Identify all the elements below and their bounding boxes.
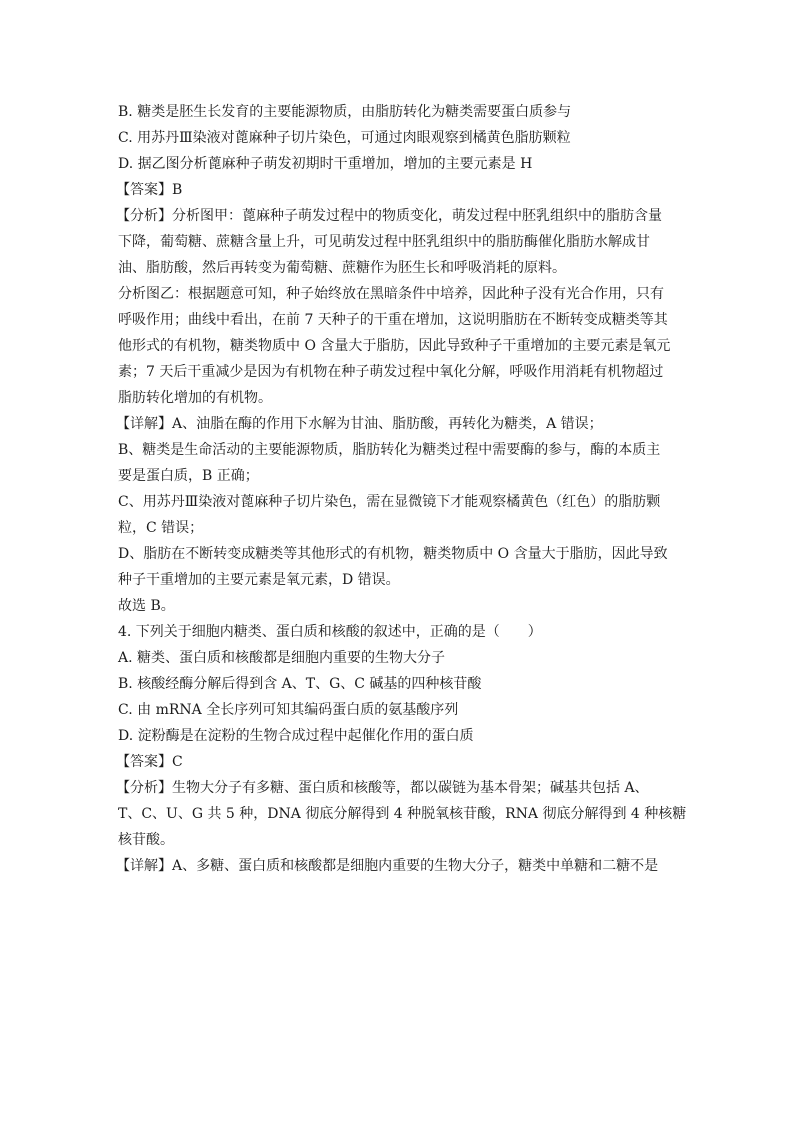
question-4-option-b: B. 核酸经酶分解后得到含 A、T、G、C 碱基的四种核苷酸 (118, 676, 482, 692)
analysis-line: 脂肪转化增加的有机物。 (118, 390, 272, 406)
detail-line: D、脂肪在不断转变成糖类等其他形式的有机物，糖类物质中 O 含量大于脂肪，因此导致 (118, 546, 668, 562)
question-4-stem: 4. 下列关于细胞内糖类、蛋白质和核酸的叙述中，正确的是（ ） (118, 624, 542, 640)
detail-line: B、糖类是生命活动的主要能源物质，脂肪转化为糖类过程中需要酶的参与，酶的本质主 (118, 442, 661, 458)
option-c-text: C. 用苏丹Ⅲ染液对蓖麻种子切片染色，可通过肉眼观察到橘黄色脂肪颗粒 (118, 130, 571, 146)
document-body (116, 99, 687, 879)
analysis-line: 油、脂肪酸，然后再转变为葡萄糖、蔗糖作为胚生长和呼吸消耗的原料。 (118, 260, 566, 276)
answer-label: 【答案】B (116, 182, 183, 198)
option-d-text: D. 据乙图分析蓖麻种子萌发初期时干重增加，增加的主要元素是 H (118, 156, 533, 172)
question-4-option-d: D. 淀粉酶是在淀粉的生物合成过程中起催化作用的蛋白质 (118, 728, 474, 744)
detail-line: 种子干重增加的主要元素是氧元素，D 错误。 (118, 572, 400, 588)
answer-label: 【答案】C (116, 754, 183, 770)
analysis-line: 【分析】分析图甲：蓖麻种子萌发过程中的物质变化，萌发过程中胚乳组织中的脂肪含量 (116, 208, 662, 224)
analysis-line: 下降，葡萄糖、蔗糖含量上升，可见萌发过程中胚乳组织中的脂肪酶催化脂肪水解成甘 (118, 234, 650, 250)
analysis-line: 核苷酸。 (118, 832, 174, 848)
question-4-option-a: A. 糖类、蛋白质和核酸都是细胞内重要的生物大分子 (118, 650, 446, 666)
analysis-line: 分析图乙：根据题意可知，种子始终放在黑暗条件中培养，因此种子没有光合作用，只有 (118, 286, 664, 302)
detail-line: 【详解】A、油脂在酶的作用下水解为甘油、脂肪酸，再转化为糖类，A 错误； (116, 416, 603, 432)
analysis-line: 【分析】生物大分子有多糖、蛋白质和核酸等，都以碳链为基本骨架；碱基共包括 A、 (116, 780, 649, 796)
conclusion-line: 故选 B。 (118, 598, 175, 614)
analysis-line: T、C、U、G 共 5 种，DNA 彻底分解得到 4 种脱氧核苷酸，RNA 彻底分解得到 4 种核糖 (118, 806, 687, 822)
detail-line: 【详解】A、多糖、蛋白质和核酸都是细胞内重要的生物大分子，糖类中单糖和二糖不是 (116, 858, 659, 874)
detail-line: C、用苏丹Ⅲ染液对蓖麻种子切片染色，需在显微镜下才能观察橘黄色（红色）的脂肪颗 (118, 494, 661, 510)
detail-line: 要是蛋白质，B 正确； (118, 468, 259, 484)
detail-line: 粒，C 错误； (118, 520, 204, 536)
analysis-line: 呼吸作用；曲线中看出，在前 7 天种子的干重在增加，这说明脂肪在不断转变成糖类等其 (118, 312, 668, 328)
option-b-text: B. 糖类是胚生长发育的主要能源物质，由脂肪转化为糖类需要蛋白质参与 (118, 104, 572, 120)
analysis-line: 素；7 天后干重减少是因为有机物在种子萌发过程中氧化分解，呼吸作用消耗有机物超过 (118, 364, 664, 380)
question-4-option-c: C. 由 mRNA 全长序列可知其编码蛋白质的氨基酸序列 (118, 702, 459, 718)
analysis-line: 他形式的有机物，糖类物质中 O 含量大于脂肪，因此导致种子干重增加的主要元素是氧元 (118, 338, 671, 354)
